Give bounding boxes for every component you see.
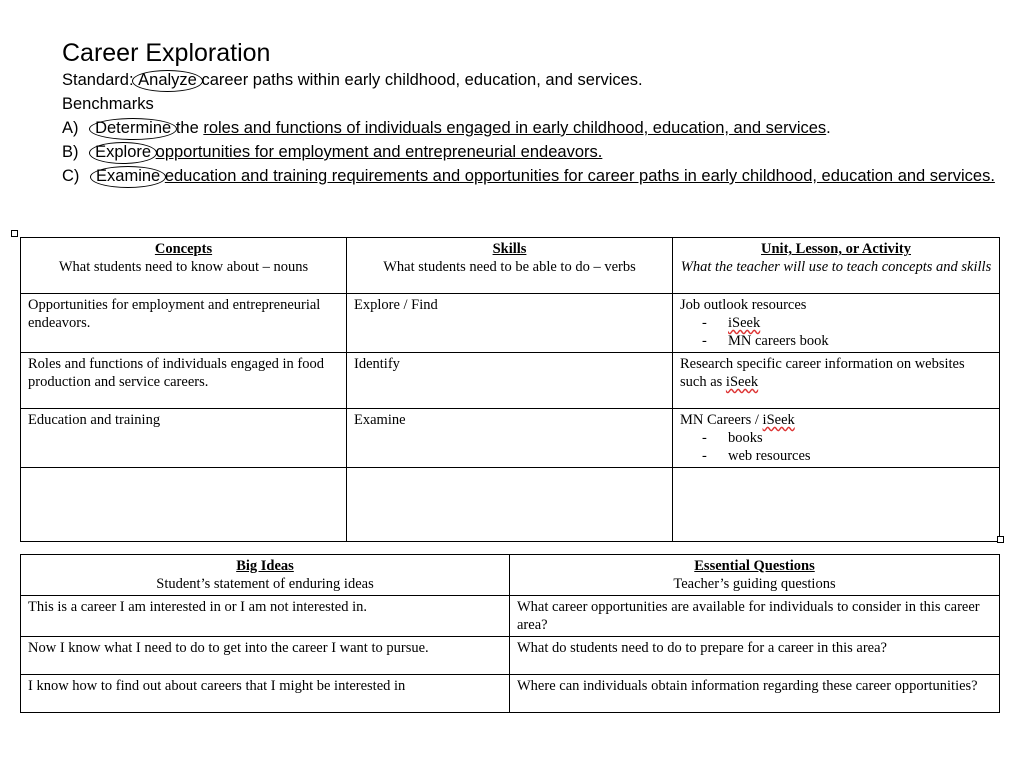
table-row: [21, 675, 1000, 713]
empty-cell[interactable]: [347, 468, 673, 542]
standard-line: [62, 68, 1002, 92]
header-subtitle: What students need to know about – nouns: [58, 259, 309, 275]
concepts-header: [21, 238, 347, 294]
activity-list: [680, 314, 992, 350]
skill-cell: Identify: [347, 353, 673, 409]
header-title: Concepts: [154, 241, 213, 257]
skill-cell: Explore / Find: [347, 294, 673, 353]
header-title: Essential Questions: [694, 558, 815, 574]
empty-cell[interactable]: [673, 468, 1000, 542]
header-subtitle: Teacher’s guiding questions: [673, 576, 836, 592]
activity-cell: [673, 409, 1000, 468]
question-cell: Where can individuals obtain information regarding these career opportunities?: [510, 675, 1000, 713]
benchmark-b-label: B): [62, 143, 79, 161]
header-subtitle: What the teacher will use to teach concepts and skills: [680, 259, 992, 275]
standard-verb-circled: Analyze: [138, 68, 197, 92]
activity-link: iSeek: [725, 374, 759, 390]
table-resize-handle[interactable]: [997, 536, 1004, 543]
standard-text: career paths within early childhood, education, and services.: [201, 71, 643, 89]
big-ideas-header: [21, 555, 510, 596]
benchmarks-label: Benchmarks: [62, 95, 154, 113]
benchmark-a-verb-circled: Determine: [95, 116, 171, 140]
page-title: Career Exploration: [62, 39, 271, 67]
activity-cell: [673, 294, 1000, 353]
big-idea-cell: I know how to find out about careers that I might be interested in: [21, 675, 510, 713]
benchmark-b-text: opportunities for employment and entrepreneurial endeavors.: [155, 143, 603, 161]
benchmark-c-text: education and training requirements and opportunities for career paths in early childhood, education and services.: [164, 167, 995, 185]
list-item: - iSeek: [702, 314, 992, 332]
activity-text: Research specific career information on websites such as: [680, 356, 965, 390]
document-header: [62, 38, 1002, 188]
planning-table: [20, 237, 1000, 542]
list-item: - MN careers book: [702, 332, 992, 350]
table-row: [21, 353, 1000, 409]
question-cell: What do students need to do to prepare for a career in this area?: [510, 637, 1000, 675]
header-title: Skills: [492, 241, 527, 257]
table-row: [21, 294, 1000, 353]
skill-cell: Examine: [347, 409, 673, 468]
concept-cell: Roles and functions of individuals engaged in food production and service careers.: [21, 353, 347, 409]
benchmark-a-end: .: [826, 119, 831, 137]
benchmark-a-text: roles and functions of individuals engaged in early childhood, education, and services: [203, 119, 827, 137]
big-idea-cell: This is a career I am interested in or I am not interested in.: [21, 596, 510, 637]
activity-list: [680, 429, 992, 465]
benchmark-b-verb-circled: Explore: [95, 140, 151, 164]
benchmark-a-the: the: [175, 119, 199, 137]
empty-cell[interactable]: [21, 468, 347, 542]
table-row: [21, 409, 1000, 468]
table-header-row: [21, 555, 1000, 596]
benchmark-b: [62, 140, 1002, 164]
activity-link: iSeek: [762, 412, 795, 428]
benchmark-a-label: A): [62, 119, 79, 137]
header-subtitle: What students need to be able to do – verbs: [383, 259, 636, 275]
list-item: - web resources: [702, 447, 992, 465]
table-row: [21, 596, 1000, 637]
activity-text: MN Careers /: [680, 412, 763, 428]
list-item: - books: [702, 429, 992, 447]
activity-text: Job outlook resources: [680, 297, 807, 313]
activity-header: [673, 238, 1000, 294]
table-header-row: [21, 238, 1000, 294]
skills-header: [347, 238, 673, 294]
question-cell: What career opportunities are available for individuals to consider in this career area?: [510, 596, 1000, 637]
concept-cell: Education and training: [21, 409, 347, 468]
standard-prefix: Standard:: [62, 71, 134, 89]
empty-table-row: [21, 468, 1000, 542]
header-title: Unit, Lesson, or Activity: [761, 241, 911, 257]
essential-questions-header: [510, 555, 1000, 596]
activity-cell: [673, 353, 1000, 409]
concept-cell: Opportunities for employment and entrepreneurial endeavors.: [21, 294, 347, 353]
header-subtitle: Student’s statement of enduring ideas: [156, 576, 374, 592]
benchmark-a: [62, 116, 1002, 140]
table-move-handle[interactable]: [11, 230, 18, 237]
table-row: [21, 637, 1000, 675]
header-title: Big Ideas: [236, 558, 294, 574]
ideas-table: [20, 554, 1000, 713]
benchmark-c-verb-circled: Examine: [96, 164, 160, 188]
benchmark-c: [62, 164, 1002, 188]
benchmark-c-label: C): [62, 167, 80, 185]
big-idea-cell: Now I know what I need to do to get into the career I want to pursue.: [21, 637, 510, 675]
